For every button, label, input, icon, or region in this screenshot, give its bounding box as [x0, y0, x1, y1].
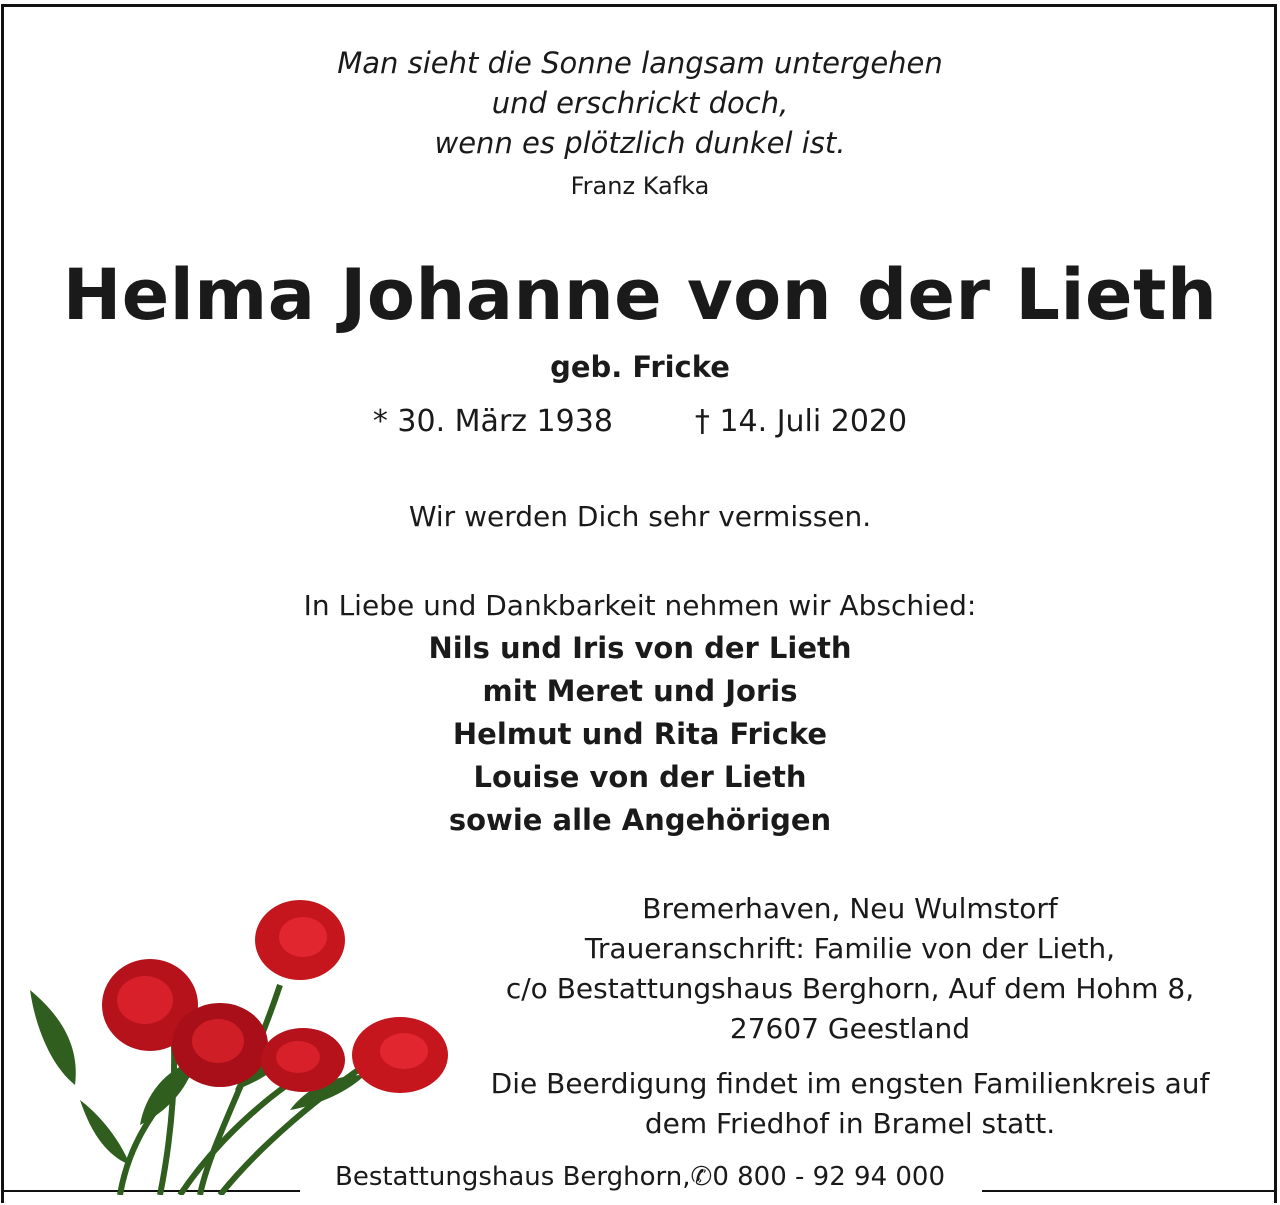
- funeral-home-footer: [300, 1162, 980, 1192]
- mourner-line: Nils und Iris von der Lieth: [428, 631, 852, 665]
- deceased-name: Helma Johanne von der Lieth: [62, 254, 1218, 336]
- mourner-line: Helmut und Rita Fricke: [452, 717, 828, 751]
- funeral-note-line-2: dem Friedhof in Bramel statt.: [644, 1107, 1056, 1140]
- quote-author: Franz Kafka: [570, 172, 710, 200]
- roses-image: [20, 895, 470, 1195]
- funeral-home-name: Bestattungshaus Berghorn,: [334, 1162, 691, 1192]
- funeral-note-line-1: Die Beerdigung findet im engsten Familienkreis auf: [490, 1067, 1210, 1100]
- funeral-home-phone: 0 800 - 92 94 000: [712, 1162, 945, 1192]
- mourner-line: mit Meret und Joris: [482, 674, 798, 708]
- mourner-line: sowie alle Angehörigen: [448, 803, 832, 837]
- birth-date: * 30. März 1938: [372, 404, 613, 439]
- maiden-name: geb. Fricke: [550, 350, 730, 384]
- footer-rule-right: [982, 1190, 1275, 1192]
- farewell-intro: In Liebe und Dankbarkeit nehmen wir Abschied:: [303, 589, 977, 622]
- mourners-list: [0, 627, 1280, 842]
- life-dates: [0, 404, 1280, 439]
- address-line-2: c/o Bestattungshaus Berghorn, Auf dem Hohm 8,: [505, 972, 1195, 1005]
- quote-line-2: und erschrickt doch,: [491, 86, 789, 120]
- mourner-line: Louise von der Lieth: [473, 760, 807, 794]
- phone-icon: ✆: [690, 1162, 713, 1192]
- death-date: † 14. Juli 2020: [694, 404, 908, 439]
- place-line: Bremerhaven, Neu Wulmstorf: [642, 892, 1058, 925]
- quote-line-1: Man sieht die Sonne langsam untergehen: [337, 46, 943, 80]
- address-line-3: 27607 Geestland: [729, 1012, 971, 1045]
- quote-line-3: wenn es plötzlich dunkel ist.: [434, 126, 846, 160]
- farewell-message: Wir werden Dich sehr vermissen.: [408, 500, 872, 533]
- address-line-1: Traueranschrift: Familie von der Lieth,: [584, 932, 1116, 965]
